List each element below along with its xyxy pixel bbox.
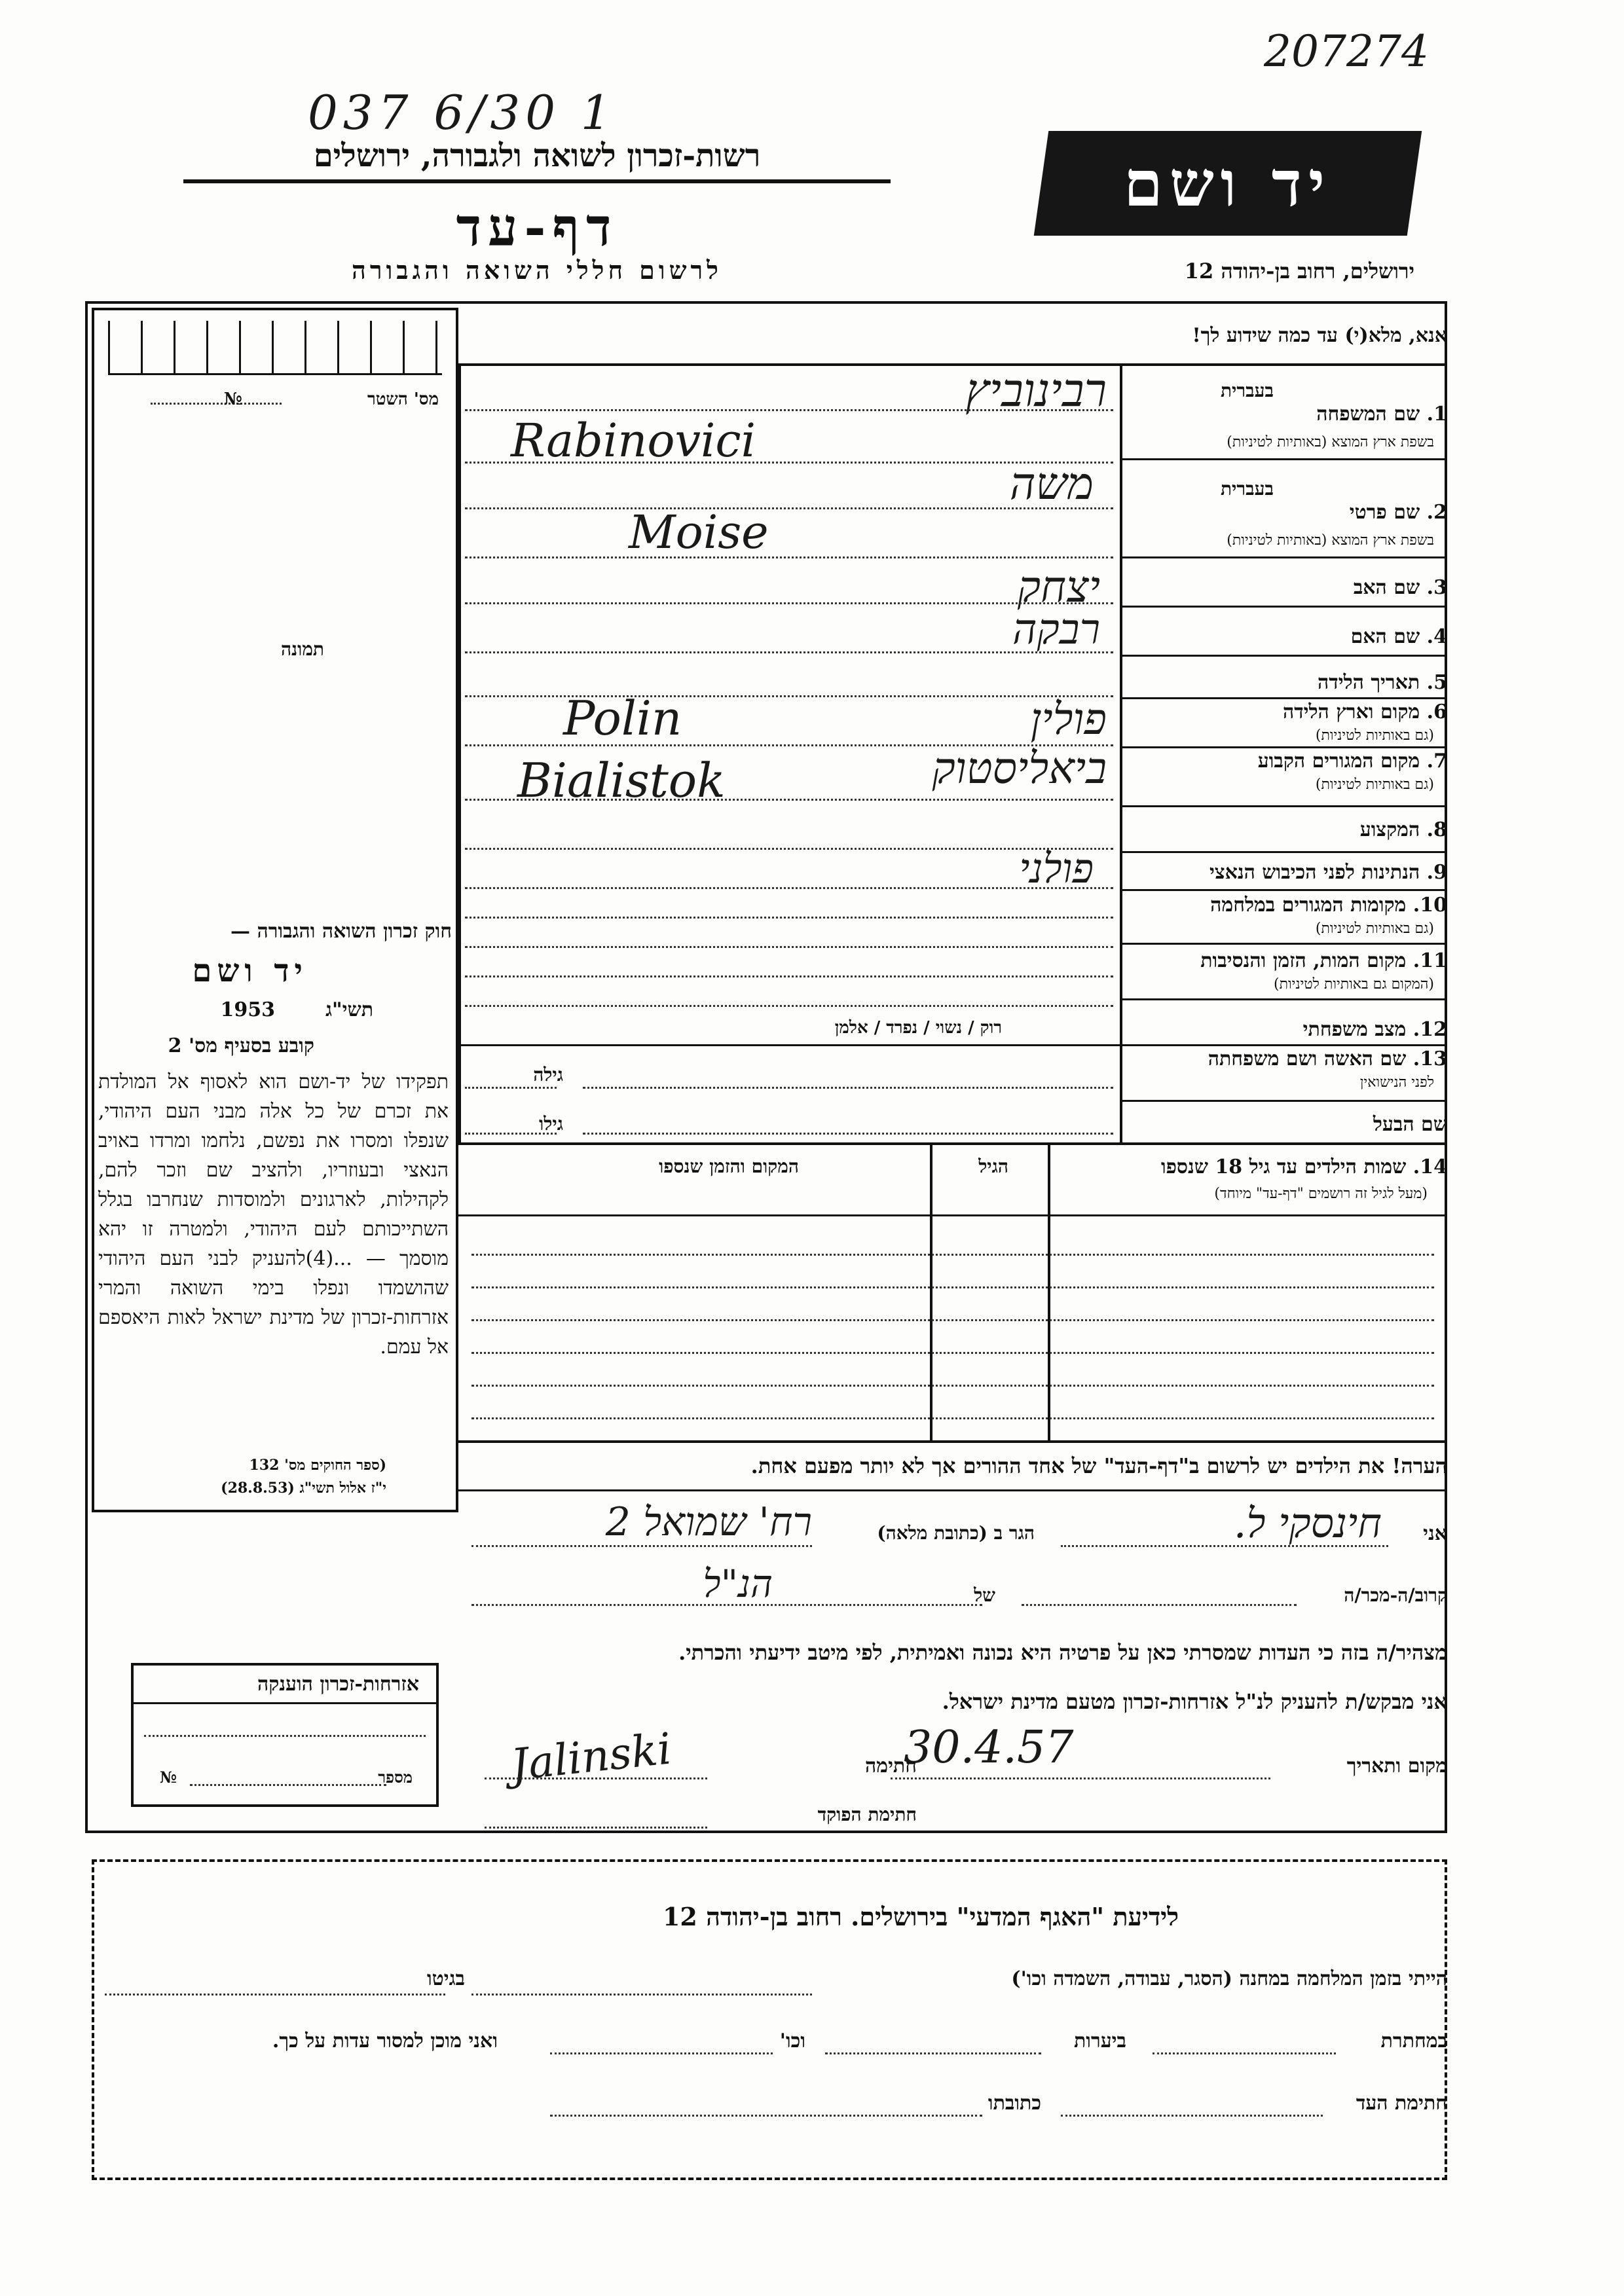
- underground-line: [1153, 2052, 1336, 2054]
- children-row-2: [471, 1286, 1434, 1288]
- bottom-line-1-camp: [471, 1994, 812, 1995]
- field-6-value[interactable]: פולין: [1030, 694, 1107, 744]
- field-9-label: 9. הנתינות לפני הכיבוש הנאצי: [1209, 861, 1447, 884]
- children-row-3: [471, 1319, 1434, 1321]
- marital-options: רוק / נשוי / נפרד / אלמן: [834, 1018, 1002, 1038]
- children-top-divider: [458, 1142, 1447, 1145]
- children-col-1: [930, 1142, 932, 1440]
- law-clause: קובע בסעיף מס' 2: [168, 1034, 314, 1057]
- witness-address-value[interactable]: רח' שמואל 2: [605, 1499, 812, 1545]
- field-10-sub: (גם באותיות לטיניות): [1315, 920, 1434, 937]
- place-date-line: [891, 1777, 1270, 1779]
- law-name: יד ושם: [192, 953, 308, 989]
- place-date-value[interactable]: 30.4.57: [904, 1722, 1074, 1774]
- law-ref-2: י"ז אלול תשי"ג (28.8.53): [221, 1480, 386, 1497]
- field-7-sub: (גם באותיות לטיניות): [1315, 776, 1434, 793]
- photo-label: תמונה: [280, 638, 324, 660]
- archive-number-right: 207274: [1264, 26, 1429, 77]
- place-date-label: מקום ותאריך: [1346, 1755, 1447, 1777]
- of-line: [471, 1604, 982, 1606]
- field-6-label: 6. מקום וארץ הלידה: [1282, 701, 1447, 723]
- field-13-label: 13. שם האשה ושם משפחתה: [1208, 1048, 1447, 1070]
- row-11a-line: [465, 975, 1113, 977]
- of-value[interactable]: הנ"ל: [703, 1561, 773, 1606]
- field-8-label: 8. המקצוע: [1359, 818, 1447, 841]
- children-col-2: [1048, 1142, 1050, 1440]
- law-title: חוק זכרון השואה והגבורה —: [231, 920, 452, 943]
- forests-line: [825, 2052, 1041, 2054]
- witness-address-label: כתובתו: [987, 2092, 1041, 2115]
- ready-label: ואני מוכן למסור עדות על כך.: [272, 2030, 498, 2052]
- law-year: 1953: [220, 998, 275, 1021]
- field-11-sub: (המקום גם באותיות לטיניות): [1274, 976, 1434, 993]
- row-13-divider: [1120, 1100, 1447, 1102]
- field-10-label: 10. מקומות המגורים במלחמה: [1210, 894, 1447, 917]
- etc-line: [550, 2052, 773, 2054]
- witness-sign-label: חתימת העד: [1356, 2092, 1447, 2115]
- row-7a-line: [465, 799, 1113, 801]
- officer-signature-line: [485, 1827, 707, 1829]
- children-bottom-divider: [458, 1440, 1447, 1443]
- field-13-sub: לפני הנישואין: [1359, 1074, 1434, 1091]
- etc-label: וכו': [779, 2030, 805, 2052]
- row-10b-line: [465, 946, 1113, 948]
- law-ref-1: (ספר החוקים מס' 132: [249, 1457, 386, 1474]
- field-1-label: 1. שם המשפחה: [1316, 403, 1447, 426]
- cert-line: [151, 403, 282, 405]
- children-row-6: [471, 1417, 1434, 1419]
- field-5-label: 5. תאריך הלידה: [1318, 671, 1447, 694]
- law-text: תפקידו של יד-ושם הוא לאסוף אל המולדת את זכרם של כל אלה מבני העם היהודי, שנפלו ומסרו את נפשם, נלחמו ומרדו באויב הנאצי ובעוזריו, ולהציב שם וזכר להם, לקהילות, לארגונים ולמוסדות שנחרבו בגלל השתייכותם לעם היהודי, ולמטרה זו יהא מוסמך — ...(4)להעניק לבני העם היהודי שהושמדו ונפלו בימי השואה והמרי אזרחות-זכרון של מדינת ישראל לאות היאספם אל עמם.: [98, 1070, 449, 1358]
- cert-number-ticks: [108, 321, 442, 375]
- officer-signature-label: חתימת הפוקד: [817, 1804, 917, 1825]
- row-4-divider: [1120, 655, 1447, 657]
- field-11-label: 11. מקום המות, הזמן והנסיבות: [1200, 949, 1447, 972]
- row-9-line: [465, 887, 1113, 889]
- forests-label: ביערות: [1073, 2030, 1126, 2052]
- memorial-box-divider: [131, 1702, 439, 1704]
- bottom-ghetto-label: בגיטו: [426, 1967, 465, 1990]
- husband-label: שם הבעל: [1373, 1113, 1447, 1136]
- bottom-line-1: הייתי בזמן המלחמה במחנה (הסגר, עבודה, השמדה וכו'): [1011, 1967, 1447, 1990]
- row-1a-line: [465, 409, 1113, 411]
- underground-label: במחתרת: [1380, 2030, 1447, 2052]
- row-4-line: [465, 651, 1113, 653]
- memorial-box-no-label: מספר: [378, 1768, 413, 1787]
- row-10a-line: [465, 917, 1113, 919]
- field-7-value-latin[interactable]: Bialistok: [517, 753, 726, 808]
- field-3-value[interactable]: יצחק: [1017, 562, 1100, 612]
- signature-line: [485, 1777, 707, 1779]
- field-12-label: 12. מצב משפחתי: [1302, 1018, 1447, 1041]
- form-title: דף-עד: [456, 196, 618, 258]
- field-4-value[interactable]: רבקה: [1012, 606, 1100, 654]
- relative-line: [1022, 1604, 1297, 1606]
- address-header: ירושלים, רחוב בן-יהודה 12: [1184, 259, 1414, 283]
- field-3-label: 3. שם האב: [1353, 576, 1447, 599]
- wife-age-line: [465, 1087, 557, 1089]
- husband-age-line: [465, 1133, 557, 1135]
- signature-label: חתימה: [865, 1755, 917, 1777]
- cert-no-symbol: №: [223, 390, 242, 409]
- children-note: הערה! את הילדים יש לרשום ב"דף-העד" של אחד ההורים אך לא יותר מפעם אחת.: [750, 1453, 1447, 1478]
- memorial-box-no-line: [190, 1784, 386, 1786]
- field-2-value[interactable]: משה: [1009, 458, 1094, 510]
- row-2-divider: [1120, 556, 1447, 558]
- relative-label: קרוב/ה-מכר/ה: [1344, 1584, 1447, 1606]
- field-6-sub: (גם באותיות לטיניות): [1315, 727, 1434, 744]
- witness-i-label: אני: [1423, 1522, 1447, 1545]
- row-1-divider: [1120, 458, 1447, 460]
- row-2a-line: [465, 507, 1113, 509]
- husband-name-line: [583, 1133, 1113, 1135]
- logo-text: יד ושם: [1124, 146, 1332, 221]
- witness-address-bottom-line: [550, 2115, 982, 2117]
- yad-vashem-logo: [1034, 131, 1422, 236]
- children-row-1: [471, 1254, 1434, 1256]
- field-4-label: 4. שם האם: [1350, 625, 1447, 648]
- field-6-value-latin[interactable]: Polin: [563, 691, 682, 746]
- witness-signature[interactable]: Jalinski: [508, 1723, 674, 1791]
- children-sub: (מעל לגיל זה רושמים "דף-עד" מיוחד): [1214, 1186, 1428, 1202]
- label-column-divider: [1120, 363, 1122, 1142]
- row-3-line: [465, 602, 1113, 604]
- children-row-5: [471, 1385, 1434, 1387]
- field-1-value[interactable]: רבינוביץ: [965, 363, 1107, 417]
- children-header-divider: [458, 1214, 1447, 1216]
- wife-age-label: גילה: [533, 1064, 563, 1085]
- field-1-lang: בעברית: [1220, 380, 1274, 401]
- note-divider: [458, 1489, 1447, 1491]
- children-place-header: המקום והזמן שנספו: [659, 1156, 799, 1177]
- field-1-sub: בשפת ארץ המוצא (באותיות לטיניות): [1227, 434, 1434, 450]
- field-7-label: 7. מקום המגורים הקבוע: [1257, 750, 1447, 773]
- witness-name-line: [1061, 1545, 1388, 1547]
- row-11b-line: [465, 1005, 1113, 1007]
- field-2-label: 2. שם פרטי: [1349, 501, 1447, 524]
- witness-address-line: [471, 1545, 812, 1547]
- row-8-divider: [1120, 851, 1447, 853]
- cert-label: מס' השטר: [367, 390, 439, 409]
- field-9-value[interactable]: פולני: [1019, 845, 1094, 892]
- authority-name: רשות-זכרון לשואה ולגבורה, ירושלים: [183, 137, 891, 183]
- bottom-ghetto-line: [105, 1994, 445, 1995]
- witness-sign-line: [1061, 2115, 1323, 2117]
- witness-resident-label: הגר ב (כתובת מלאה): [877, 1522, 1035, 1544]
- children-age-header: הגיל: [978, 1156, 1008, 1177]
- memorial-box-no-symbol: №: [159, 1768, 177, 1787]
- row-2b-line: [465, 556, 1113, 558]
- fill-instruction: אנא, מלא(י) עד כמה שידוע לך!: [1192, 324, 1447, 347]
- row-7-divider: [1120, 805, 1447, 807]
- form-subtitle: לרשום חללי השואה והגבורה: [352, 255, 722, 285]
- children-label: 14. שמות הילדים עד גיל 18 שנספו: [1160, 1156, 1447, 1178]
- field-2-sub: בשפת ארץ המוצא (באותיות לטיניות): [1227, 532, 1434, 549]
- row-10-divider: [1120, 943, 1447, 945]
- of-label: של: [974, 1584, 995, 1606]
- value-column-left-edge: [458, 363, 461, 1142]
- citizenship-request: אני מבקש/ת להעניק לנ"ל אזרחות-זכרון מטעם מדינת ישראל.: [942, 1689, 1447, 1714]
- row-11-divider: [1120, 998, 1447, 1000]
- archive-number-left: 037 6/30 1: [308, 85, 616, 140]
- bottom-title: לידיעת "האגף המדעי" בירושלים. רחוב בן-יהודה 12: [662, 1902, 1179, 1931]
- row-6-divider: [1120, 746, 1447, 748]
- field-2-lang: בעברית: [1220, 478, 1274, 500]
- witness-name-value[interactable]: חינסקי ל.: [1233, 1499, 1382, 1547]
- row-5-divider: [1120, 697, 1447, 699]
- children-row-4: [471, 1352, 1434, 1354]
- field-7-value[interactable]: ביאליסטוק: [932, 743, 1107, 793]
- field-1-value-latin[interactable]: Rabinovici: [511, 414, 756, 467]
- declaration: מצהיר/ה בזה כי העדות שמסרתי כאן על פרטיה היא נכונה ואמיתית, לפי מיטב ידיעתי והכרתי.: [678, 1640, 1447, 1665]
- memorial-box-line-1: [144, 1735, 426, 1737]
- wife-name-line: [583, 1087, 1113, 1089]
- husband-age-label: גילו: [539, 1113, 563, 1135]
- row-9-divider: [1120, 889, 1447, 891]
- row-12-divider: [458, 1044, 1447, 1046]
- row-3-divider: [1120, 606, 1447, 608]
- law-year-heb: תשי"ג: [325, 998, 373, 1021]
- memorial-box-title: אזרחות-זכרון הוענקה: [257, 1673, 419, 1696]
- field-2-value-latin[interactable]: Moise: [629, 505, 769, 559]
